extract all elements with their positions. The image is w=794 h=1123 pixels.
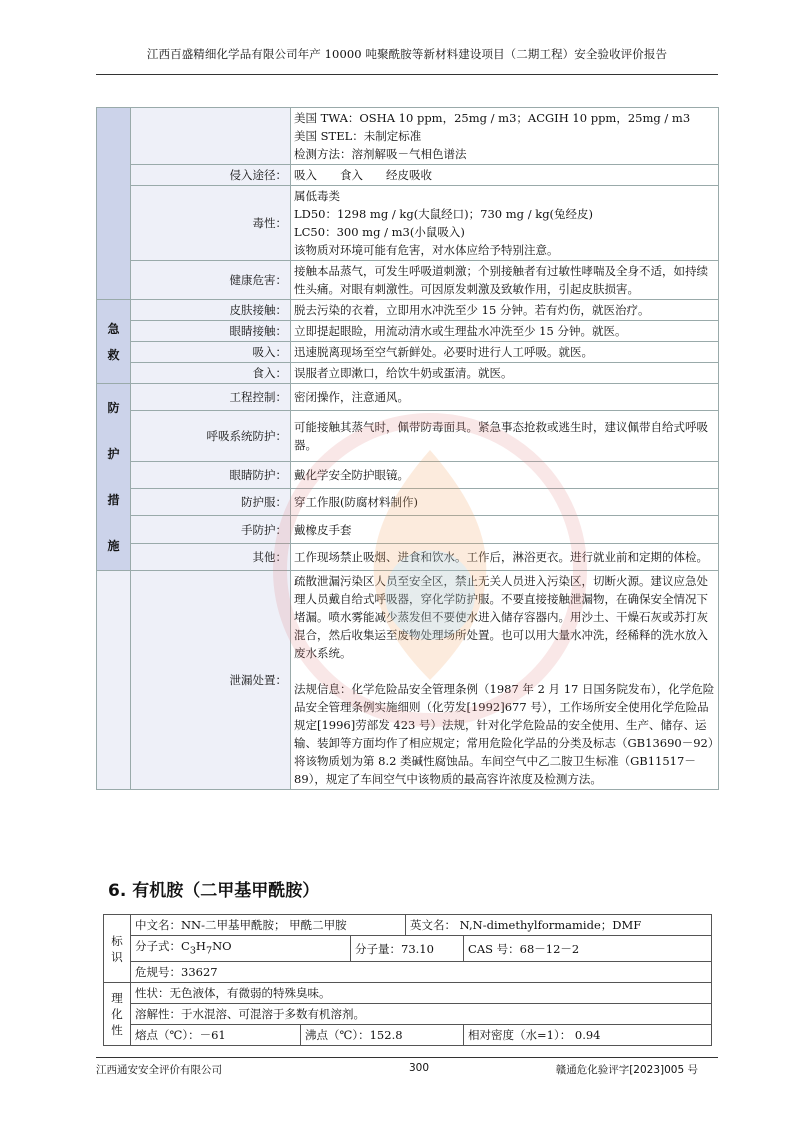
row-value: 工作现场禁止吸烟、进食和饮水。工作后，淋浴更衣。进行就业前和定期的体检。 xyxy=(291,543,719,570)
table-row xyxy=(97,300,719,321)
category-cell-blank xyxy=(97,571,131,790)
msds-table xyxy=(96,107,719,790)
row-value: 脱去污染的衣着，立即用水冲洗至少 15 分钟。若有灼伤，就医治疗。 xyxy=(291,300,719,321)
table-row xyxy=(97,543,719,570)
leak-paragraph: 疏散泄漏污染区人员至安全区，禁止无关人员进入污染区，切断火源。建议应急处理人员戴自给式呼吸器，穿化学防护服。不要直接接触泄漏物，在确保安全情况下堵漏。喷水雾能减少蒸发但不要使水进入储存容器内。用沙土、干燥石灰或苏打灰混合，然后收集运至废物处理场所处置。也可以用大量水冲洗，经稀释的洗水放入废水系统。 xyxy=(294,574,708,660)
category-char: 护 xyxy=(107,447,120,461)
category-char: 措 xyxy=(107,493,120,507)
regulation-paragraph: 法规信息：化学危险品安全管理条例（1987 年 2 月 17 日国务院发布），化学危险品安全管理条例实施细则（化劳发[1992]677 号），工作场所安全使用化学危险品规定[1996]劳部发 423 号）法规，针对化学危险品的安全使用、生产、储存、运输、装卸等方面均作了相应规定；常用危险化学品的分类及标志（GB13690－92）将该物质划为第 8.2 类碱性腐蚀品。车间空气中乙二胺卫生标准（GB11517－89），规定了车间空气中该物质的最高容许浓度及检测方法。 xyxy=(294,682,715,786)
side-char: 标 xyxy=(111,933,123,948)
density-cell: 相对密度（水=1）： 0.94 xyxy=(464,1025,712,1046)
category-protection xyxy=(97,384,131,571)
id-section-label xyxy=(104,915,131,983)
row-value: 密闭操作，注意通风。 xyxy=(291,384,719,411)
category-char: 施 xyxy=(107,539,120,553)
row-value: 戴橡皮手套 xyxy=(291,516,719,543)
table-row xyxy=(97,489,719,516)
melting-point-cell: 熔点（℃）：－61 xyxy=(131,1025,301,1046)
row-value: 戴化学安全防护眼镜。 xyxy=(291,461,719,488)
text-line: 吸入 食入 经皮吸收 xyxy=(294,168,432,182)
footer-divider xyxy=(96,1057,718,1058)
dmf-property-table xyxy=(103,914,712,1046)
row-label: 侵入途径： xyxy=(131,165,291,186)
table-row xyxy=(97,108,719,165)
row-value: 误服者立即漱口，给饮牛奶或蛋清。就医。 xyxy=(291,363,719,384)
molecular-weight-cell: 分子量：73.10 xyxy=(351,936,464,962)
table-row xyxy=(104,1004,712,1025)
entry-route-cell xyxy=(291,165,719,186)
physchem-section-label xyxy=(104,983,131,1046)
page-header-title: 江西百盛精细化学品有限公司年产 10000 吨聚酰胺等新材料建设项目（二期工程）安全验收评价报告 xyxy=(146,47,668,61)
category-char: 急 xyxy=(107,321,120,336)
formula-h-sub: 7 xyxy=(205,945,213,957)
row-label: 泄漏处置： xyxy=(131,571,291,790)
section-heading: 6. 有机胺（二甲基甲酰胺） xyxy=(108,881,320,901)
row-label: 其他： xyxy=(131,543,291,570)
category-char: 防 xyxy=(107,401,120,415)
toxicity-cell xyxy=(291,186,719,261)
table-row xyxy=(97,261,719,300)
row-label: 眼睛防护： xyxy=(131,461,291,488)
row-label: 毒性： xyxy=(131,186,291,261)
formula-cell xyxy=(131,936,351,962)
formula-c: C xyxy=(181,939,190,953)
category-cell-blank xyxy=(97,108,131,300)
table-row xyxy=(104,936,712,962)
row-label xyxy=(131,108,291,165)
row-value: 穿工作服(防腐材料制作) xyxy=(291,489,719,516)
row-label: 健康危害： xyxy=(131,261,291,300)
table-row xyxy=(97,461,719,488)
table-row xyxy=(97,165,719,186)
row-label: 手防护： xyxy=(131,516,291,543)
footer-company: 江西通安安全评价有限公司 xyxy=(96,1064,222,1076)
table-row xyxy=(97,342,719,363)
header-divider xyxy=(96,74,718,75)
table-row xyxy=(97,186,719,261)
category-char: 救 xyxy=(107,347,120,362)
chinese-name-cell: 中文名：NN-二甲基甲酰胺； 甲酰二甲胺 xyxy=(131,915,406,936)
row-label: 眼睛接触： xyxy=(131,321,291,342)
text-line: 检测方法：溶剂解吸－气相色谱法 xyxy=(294,147,467,161)
table-row xyxy=(97,571,719,790)
text-line: 美国 TWA：OSHA 10 ppm，25mg / m3；ACGIH 10 ppm，25mg / m3 xyxy=(294,111,691,125)
table-row xyxy=(104,1025,712,1046)
table-row xyxy=(97,321,719,342)
hazard-number-cell: 危规号：33627 xyxy=(131,962,712,983)
table-row xyxy=(97,411,719,462)
side-char: 化 xyxy=(111,1007,123,1022)
row-value: 可能接触其蒸气时，佩带防毒面具。紧急事态抢救或逃生时，建议佩带自给式呼吸器。 xyxy=(291,411,719,462)
nature-cell: 性状：无色液体，有微弱的特殊臭味。 xyxy=(131,983,712,1004)
footer-document-number: 赣通危化验评字[2023]005 号 xyxy=(555,1064,698,1076)
category-first-aid xyxy=(97,300,131,384)
row-label: 皮肤接触： xyxy=(131,300,291,321)
row-label: 防护服： xyxy=(131,489,291,516)
text-line: LD50：1298 mg / kg(大鼠经口)；730 mg / kg(兔经皮) xyxy=(294,207,594,221)
text-line: 该物质对环境可能有危害，对水体应给予特别注意。 xyxy=(294,243,559,257)
boiling-point-cell: 沸点（℃）：152.8 xyxy=(301,1025,464,1046)
row-value: 迅速脱离现场至空气新鲜处。必要时进行人工呼吸。就医。 xyxy=(291,342,719,363)
formula-c-sub: 3 xyxy=(189,945,196,957)
english-name-cell: 英文名： N,N-dimethylformamide；DMF xyxy=(406,915,712,936)
row-value: 立即提起眼睑，用流动清水或生理盐水冲洗至少 15 分钟。就医。 xyxy=(291,321,719,342)
text-line: 美国 STEL：未制定标准 xyxy=(294,129,422,143)
table-row xyxy=(97,516,719,543)
table-row xyxy=(104,915,712,936)
text-line: 属低毒类 xyxy=(294,189,340,203)
formula-label: 分子式： xyxy=(135,939,181,953)
leak-handling-cell xyxy=(291,571,719,790)
table-row xyxy=(97,384,719,411)
footer-page-number: 300 xyxy=(409,1062,430,1074)
exposure-limits-cell xyxy=(291,108,719,165)
solubility-cell: 溶解性：于水混溶、可混溶于多数有机溶剂。 xyxy=(131,1004,712,1025)
side-char: 识 xyxy=(111,949,123,964)
row-label: 食入： xyxy=(131,363,291,384)
row-label: 吸入： xyxy=(131,342,291,363)
health-hazard-cell: 接触本品蒸气，可发生呼吸道刺激；个别接触者有过敏性哮喘及全身不适，如持续性头痛。对眼有刺激性。可因原发刺激及致敏作用，引起皮肤损害。 xyxy=(291,261,719,300)
formula-h: H xyxy=(195,939,206,953)
table-row xyxy=(97,363,719,384)
formula-rest: NO xyxy=(212,939,232,953)
table-row xyxy=(104,983,712,1004)
text-line: LC50：300 mg / m3(小鼠吸入) xyxy=(294,225,465,239)
side-char: 理 xyxy=(111,991,123,1006)
row-label: 工程控制： xyxy=(131,384,291,411)
row-label: 呼吸系统防护： xyxy=(131,411,291,462)
side-char: 性 xyxy=(111,1023,123,1038)
table-row xyxy=(104,962,712,983)
cas-cell: CAS 号：68－12－2 xyxy=(464,936,712,962)
